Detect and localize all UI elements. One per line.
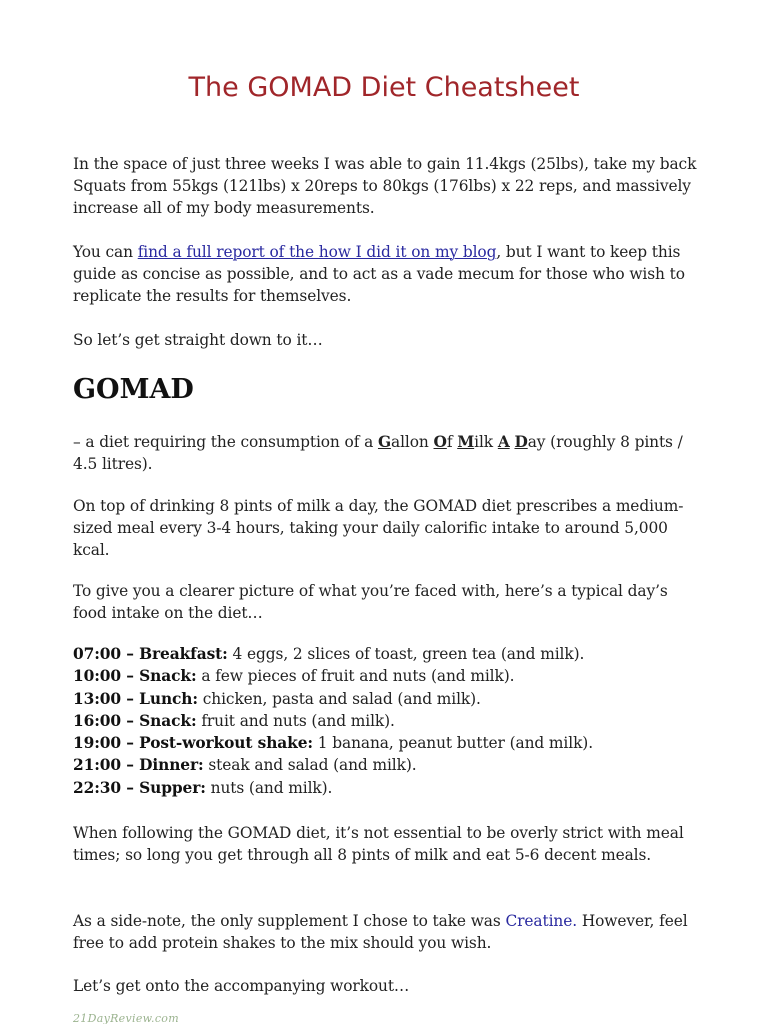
creatine-link[interactable]: Creatine. xyxy=(505,912,578,930)
meal-description: nuts (and milk). xyxy=(205,778,333,797)
supplement-text-after: However, feel free to add protein shakes to the mix should you wish. xyxy=(73,912,688,952)
meal-schedule-item xyxy=(73,665,703,687)
meal-time-label: 22:30 – Supper: xyxy=(73,778,206,797)
meal-description: fruit and nuts (and milk). xyxy=(196,711,395,730)
report-text-after: , but I want to keep this guide as concise as possible, and to act as a vade mecum for those who wish to replicate the results for themselves. xyxy=(73,243,685,305)
acronym-letter-o: O xyxy=(433,433,447,451)
diet-overview-paragraph: On top of drinking 8 pints of milk a day, the GOMAD diet prescribes a medium-sized meal every 3-4 hours, taking your daily calorific intake to around 5,000 kcal. xyxy=(73,497,684,559)
acronym-rest-g: allon xyxy=(391,433,434,451)
acronym-letter-m: M xyxy=(457,433,475,451)
definition-suffix: (roughly 8 pints / 4.5 litres). xyxy=(73,433,683,473)
supplement-note xyxy=(73,910,703,954)
acronym-letter-d: D xyxy=(514,433,528,451)
meal-time-label: 21:00 – Dinner: xyxy=(73,756,204,775)
intro-paragraph-report xyxy=(73,241,703,307)
meal-time-label: 16:00 – Snack: xyxy=(73,711,197,730)
meal-time-label: 13:00 – Lunch: xyxy=(73,689,198,708)
meal-description: 1 banana, peanut butter (and milk). xyxy=(313,734,593,753)
site-watermark: 21DayReview.com xyxy=(73,1012,179,1024)
meal-schedule-item xyxy=(73,732,703,754)
report-text-before: You can xyxy=(73,243,138,261)
meal-time-label: 19:00 – Post-workout shake: xyxy=(73,734,313,753)
intro-paragraph-results: In the space of just three weeks I was able to gain 11.4kgs (25lbs), take my back Squats from 55kgs (121lbs) x 20reps to 80kgs (176lbs) x 22 reps, and massively increase all of my body measurements. xyxy=(73,155,697,217)
meal-schedule-item xyxy=(73,643,703,665)
acronym-letter-g: G xyxy=(377,433,392,451)
gomad-definition xyxy=(73,431,703,475)
section-heading-gomad: GOMAD xyxy=(73,374,194,405)
meal-time-label: 10:00 – Snack: xyxy=(73,667,197,686)
meal-schedule-item xyxy=(73,777,703,799)
definition-prefix: – a diet requiring the consumption of a xyxy=(73,433,378,451)
meal-time-label: 07:00 – Breakfast: xyxy=(73,645,228,663)
acronym-rest-m: ilk xyxy=(474,433,498,451)
typical-day-intro: To give you a clearer picture of what you’re faced with, here’s a typical day’s food intake on the diet… xyxy=(73,582,668,622)
meal-description: a few pieces of fruit and nuts (and milk). xyxy=(196,667,515,686)
meal-description: steak and salad (and milk). xyxy=(203,756,417,775)
meal-times-note: When following the GOMAD diet, it’s not essential to be overly strict with meal times; so long you get through all 8 pints of milk and eat 5-6 decent meals. xyxy=(73,824,684,864)
intro-paragraph-start: So let’s get straight down to it… xyxy=(73,331,323,349)
meal-schedule-item xyxy=(73,710,703,732)
acronym-rest-d: ay xyxy=(527,433,546,451)
meal-description: 4 eggs, 2 slices of toast, green tea (and milk). xyxy=(227,645,585,663)
workout-transition: Let’s get onto the accompanying workout… xyxy=(73,977,410,995)
acronym-rest-o: f xyxy=(446,433,458,451)
page-title: The GOMAD Diet Cheatsheet xyxy=(188,72,580,103)
supplement-text-before: As a side-note, the only supplement I chose to take was xyxy=(73,912,506,930)
meal-schedule-list xyxy=(73,643,703,799)
blog-report-link[interactable]: find a full report of the how I did it on my blog xyxy=(137,243,497,261)
meal-schedule-item xyxy=(73,688,703,710)
meal-schedule-item xyxy=(73,754,703,776)
meal-description: chicken, pasta and salad (and milk). xyxy=(197,689,481,708)
acronym-letter-a: A xyxy=(497,433,510,451)
